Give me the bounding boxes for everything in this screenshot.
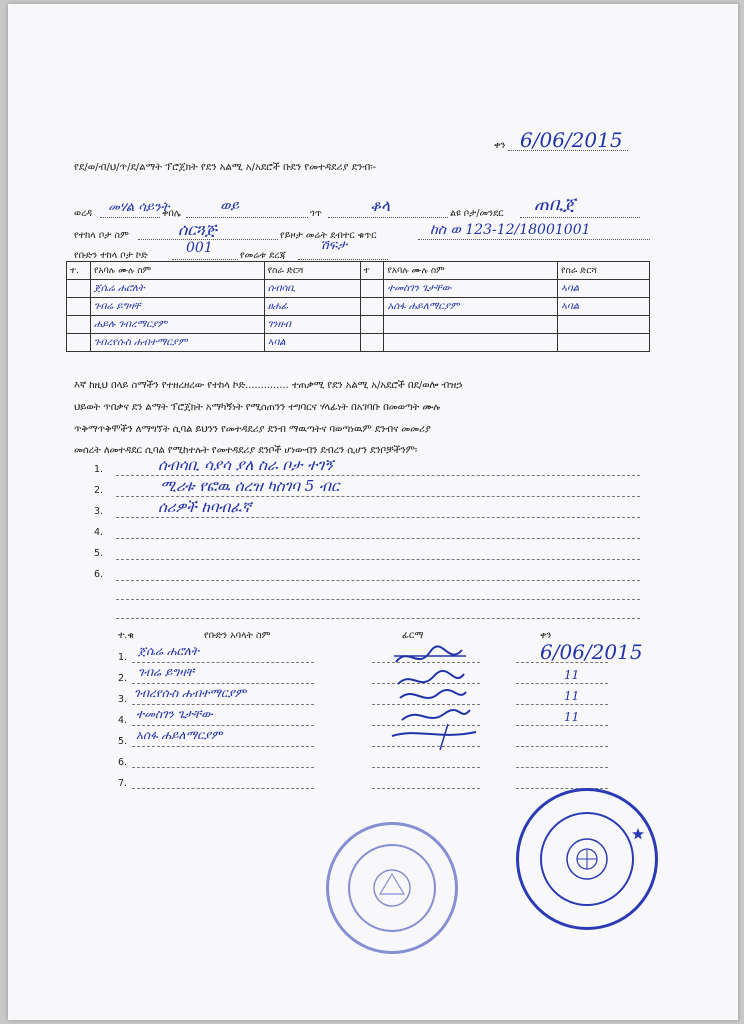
site-value: ሰርጓጅ — [178, 220, 217, 239]
sig-header-date: ቀን — [540, 630, 552, 641]
member-signature-name: ገብረየሱስ ሐብተማርያም — [134, 686, 246, 700]
sig-number: 1. — [118, 652, 128, 663]
member-name — [384, 334, 558, 352]
table-row — [67, 316, 650, 334]
sig-number: 3. — [118, 694, 128, 705]
signature-date: 11 — [564, 668, 580, 682]
sig-header-sign: ፊርማ — [402, 630, 424, 641]
kebele-value: ወይ — [220, 198, 240, 214]
sig-number: 4. — [118, 715, 128, 726]
sig-header-name: የቡድን አባላት ስም — [204, 630, 271, 641]
member-name: ጀሴሬ ሐሮለት — [90, 280, 264, 298]
member-name — [384, 316, 558, 334]
signature-date: 6/06/2015 — [540, 640, 643, 664]
title-no-label: የይዞታ መሬት ደብተር ቁጥር — [280, 230, 377, 241]
date-label: ቀን — [494, 140, 506, 151]
sig-number: 6. — [118, 757, 128, 768]
official-seal-right — [516, 788, 658, 930]
member-name: ገብረየሱስ ሐብተማርያም — [90, 334, 264, 352]
woreda-label: ወረዳ — [74, 208, 93, 219]
table-header: የአባሉ ሙሉ ስም — [90, 262, 264, 280]
paragraph-line: መሰረት ለመተዳደር ሲባል የሚከተሉት የመተዳደሪያ ደንቦች ሆነውብን ደብረን ሲሆን ደንቦቻችንም፡ — [74, 445, 418, 456]
got-label: ጎጥ — [310, 208, 322, 219]
sig-header-no: ተ.ቁ — [118, 630, 134, 641]
table-row — [67, 334, 650, 352]
table-header: የስራ ድርሻ — [558, 262, 650, 280]
member-role — [558, 316, 650, 334]
paragraph-line: እኛ ከዚህ በላይ ስማችን የተዘረዘረው የተከላ ኮድ.............. ተጠቃሚ የደን አልሚ አ/አደሮች በደ/ወሎ ብዝኃ — [74, 380, 463, 391]
member-signature-name: ገብሬ ይግዛቸ — [138, 665, 195, 679]
rule-entry: ሚሪቱ የፎዉ ሰረዝ ካስገባ 5 ብር — [160, 477, 340, 495]
title-no-value: ከስ ወ 123-12/18001001 — [430, 222, 591, 238]
signature-date: 11 — [564, 689, 580, 703]
document-title: የደ/ወ/ብ/ህ/ጥ/ደ/ልማት ፕሮጀክት የደን አልሚ አ/አደሮች ቡደን የመተዳደሪያ ደንብ፡- — [74, 162, 377, 173]
rule-number: 5. — [94, 548, 104, 559]
grade-value: ሽፍታ — [320, 238, 348, 253]
woreda-value: መሃል ሳይንት — [108, 200, 170, 215]
member-signature-name: ጀሴሬ ሐሮለት — [138, 644, 199, 658]
paragraph-line: ጥቅማጥቅሞችን ለማግኘት ሲባል ይህንን የመተዳደሪያ ደንብ ማዉጣትና ባወጣነዉም ደንብና መመሪያ — [74, 424, 431, 435]
place-value: ጠቢጀ — [534, 194, 576, 215]
member-role: ኣባል — [558, 298, 650, 316]
group-code-label: የቡድን ተከላ ቦታ ኮድ — [74, 250, 148, 261]
rule-number: 4. — [94, 527, 104, 538]
members-table — [66, 261, 650, 352]
member-name: ሐይሉ ገብረማርያም — [90, 316, 264, 334]
paragraph-line: ህይወት ጥበቃና ደን ልማት ፕሮጀክት አማካኝነት የሚሰጠንን ተግባርና ሃላፊነት በአገባቡ በመወጣት ሙሉ — [74, 402, 441, 413]
member-role: ሰብሳቢ — [264, 280, 360, 298]
member-signature-name: አሰፋ ሐይለማርያም — [136, 728, 223, 742]
member-name: አሰፋ ሐይለማርያም — [384, 298, 558, 316]
member-name: ገብሬ ይግዛቸ — [90, 298, 264, 316]
got-value: ቆላ — [370, 196, 391, 215]
sig-number: 7. — [118, 778, 128, 789]
star-icon — [632, 828, 644, 840]
table-header: የስራ ድርሻ — [264, 262, 360, 280]
table-header-row — [67, 262, 650, 280]
rule-number: 6. — [94, 569, 104, 580]
table-row — [67, 280, 650, 298]
signature-date: 11 — [564, 710, 580, 724]
table-header: ተ — [360, 262, 384, 280]
member-role: ፀሐፊ — [264, 298, 360, 316]
member-role: ኣባል — [558, 280, 650, 298]
kebele-label: ቀበሌ — [162, 208, 181, 219]
table-header: የአባሉ ሙሉ ስም — [384, 262, 558, 280]
rule-number: 3. — [94, 506, 104, 517]
rule-number: 1. — [94, 464, 104, 475]
group-code-value: 001 — [186, 240, 213, 256]
member-role: ገንዘብ — [264, 316, 360, 334]
rule-number: 2. — [94, 485, 104, 496]
signature-scribbles — [388, 640, 488, 756]
member-signature-name: ተመስገን ጌታቸው — [136, 707, 213, 721]
place-label: ልዩ ቦታ/መንደር — [450, 208, 504, 219]
seal-emblem-icon — [561, 833, 613, 885]
table-header: ተ. — [67, 262, 91, 280]
seal-emblem-icon — [368, 864, 416, 912]
sig-number: 5. — [118, 736, 128, 747]
member-role — [558, 334, 650, 352]
rule-entry: ሰብሳቢ ሳያሳ ያለ ስራ ቦታ ተገኝ — [158, 456, 334, 474]
member-role: ኣባል — [264, 334, 360, 352]
site-label: የተከላ ቦታ ስም — [74, 230, 129, 241]
grade-label: የመሬቱ ደረጃ — [240, 250, 286, 261]
official-seal-left — [326, 822, 458, 954]
date-value: 6/06/2015 — [520, 128, 623, 152]
rule-entry: ሰሪዎች ከባብፈኛ — [158, 498, 252, 516]
table-row — [67, 298, 650, 316]
sig-number: 2. — [118, 673, 128, 684]
member-name: ተመስገን ጌታቸው — [384, 280, 558, 298]
document-page — [8, 4, 738, 1020]
